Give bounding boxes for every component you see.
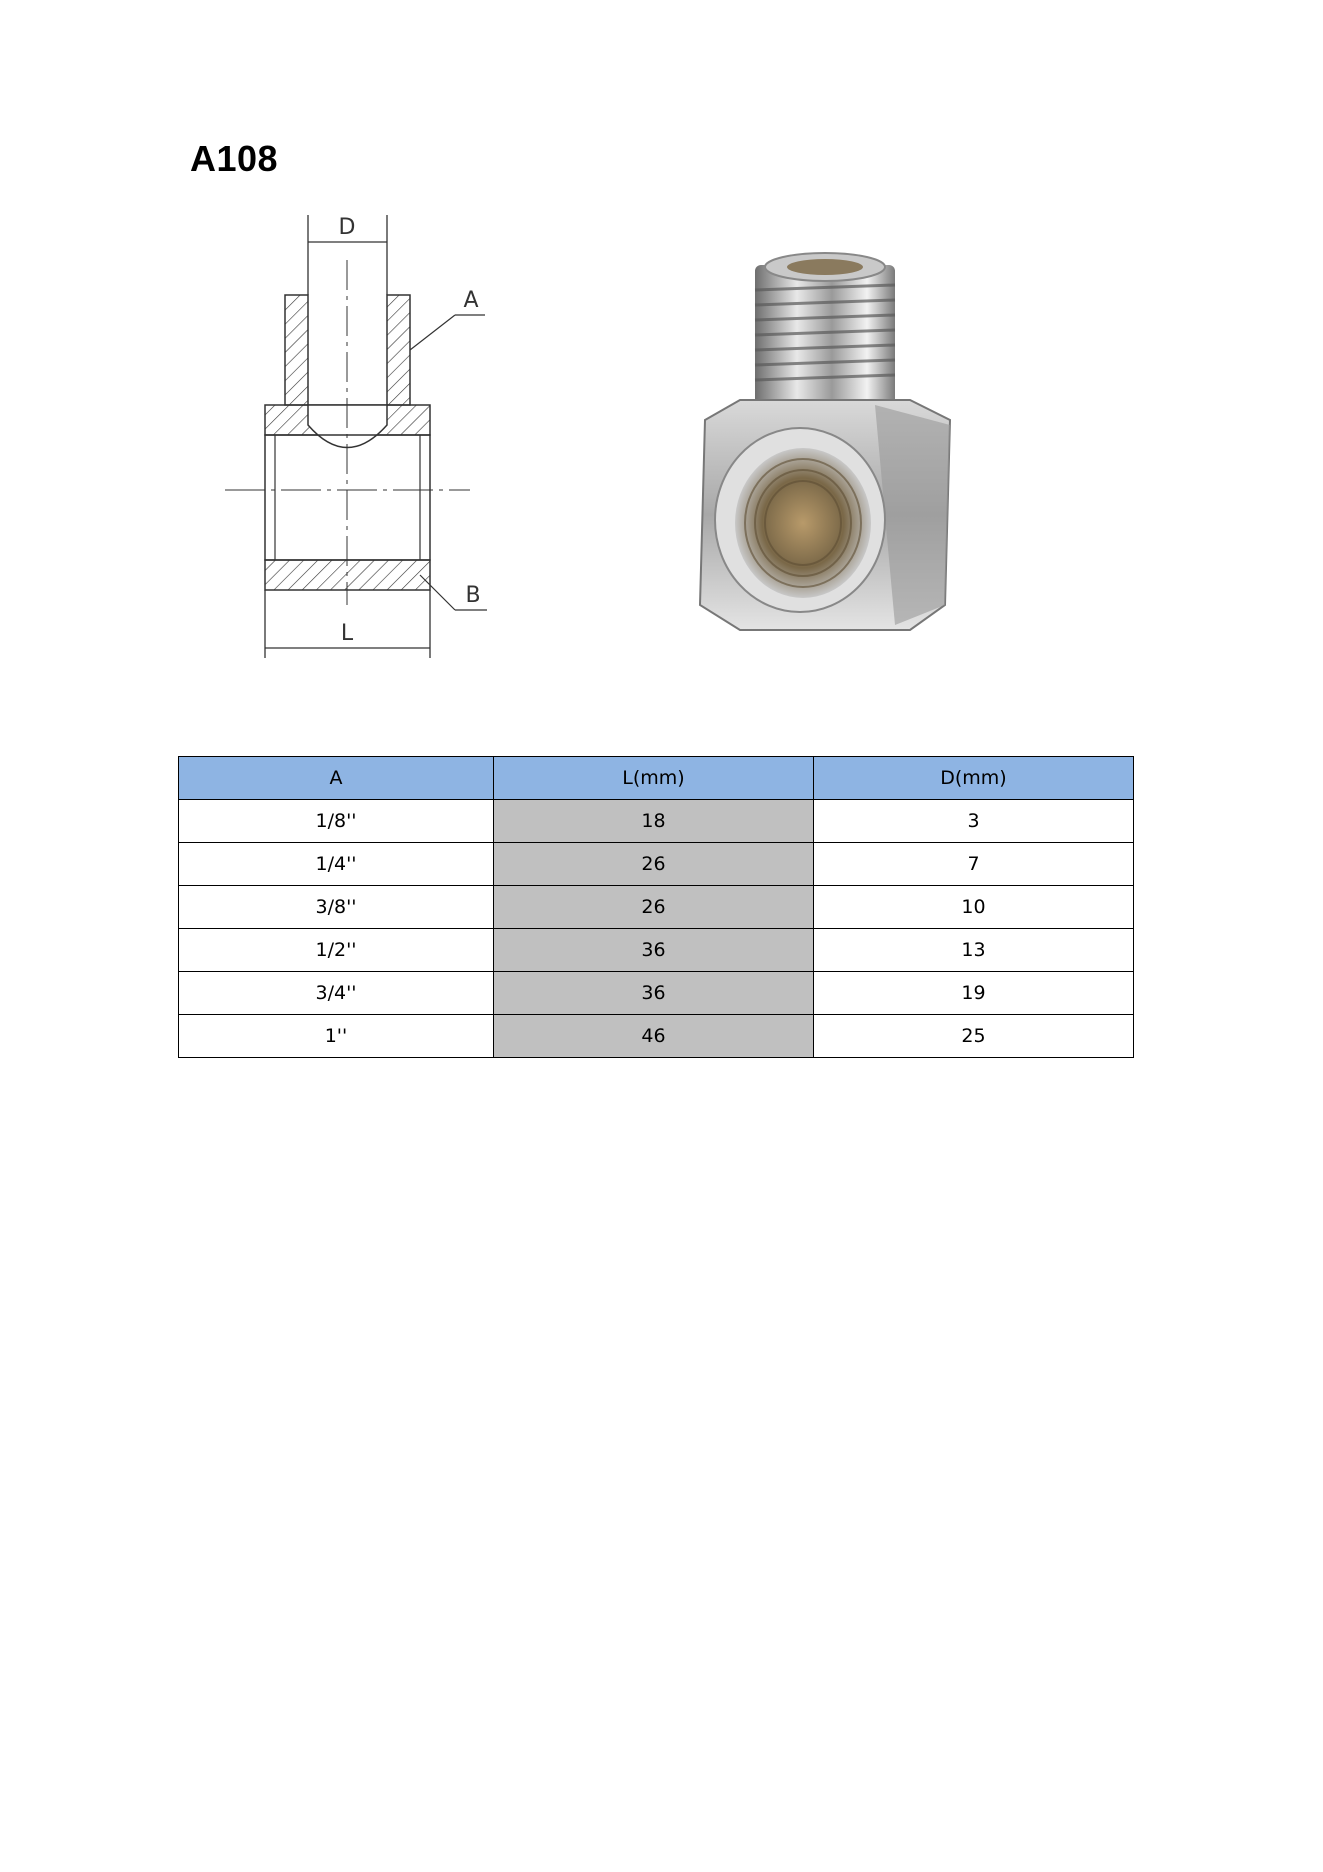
table-row [179, 1015, 1134, 1058]
cell-d: 25 [814, 1015, 1134, 1058]
cell-d: 19 [814, 972, 1134, 1015]
cell-a: 1/8'' [179, 800, 494, 843]
dimension-label-a: A [463, 288, 479, 313]
cell-a: 1'' [179, 1015, 494, 1058]
page-title: A108 [190, 138, 279, 179]
technical-drawing [215, 210, 495, 665]
cell-l: 36 [494, 929, 814, 972]
cell-a: 1/4'' [179, 843, 494, 886]
column-header-d: D(mm) [814, 757, 1134, 800]
table-row [179, 800, 1134, 843]
product-photo [675, 245, 970, 635]
table-row [179, 886, 1134, 929]
cell-l: 26 [494, 886, 814, 929]
column-header-a: A [179, 757, 494, 800]
cell-l: 26 [494, 843, 814, 886]
table-row [179, 929, 1134, 972]
cell-a: 3/4'' [179, 972, 494, 1015]
cell-d: 13 [814, 929, 1134, 972]
cell-a: 3/8'' [179, 886, 494, 929]
cell-d: 10 [814, 886, 1134, 929]
table-header-row [179, 757, 1134, 800]
dimension-label-d: D [338, 215, 356, 240]
cell-l: 18 [494, 800, 814, 843]
cell-l: 46 [494, 1015, 814, 1058]
dimension-label-b: B [465, 583, 481, 608]
dimension-label-l: L [340, 621, 354, 646]
table-row [179, 972, 1134, 1015]
cell-d: 7 [814, 843, 1134, 886]
cell-l: 36 [494, 972, 814, 1015]
cell-a: 1/2'' [179, 929, 494, 972]
table-row [179, 843, 1134, 886]
column-header-l: L(mm) [494, 757, 814, 800]
cell-d: 3 [814, 800, 1134, 843]
spec-table [178, 756, 1134, 1058]
